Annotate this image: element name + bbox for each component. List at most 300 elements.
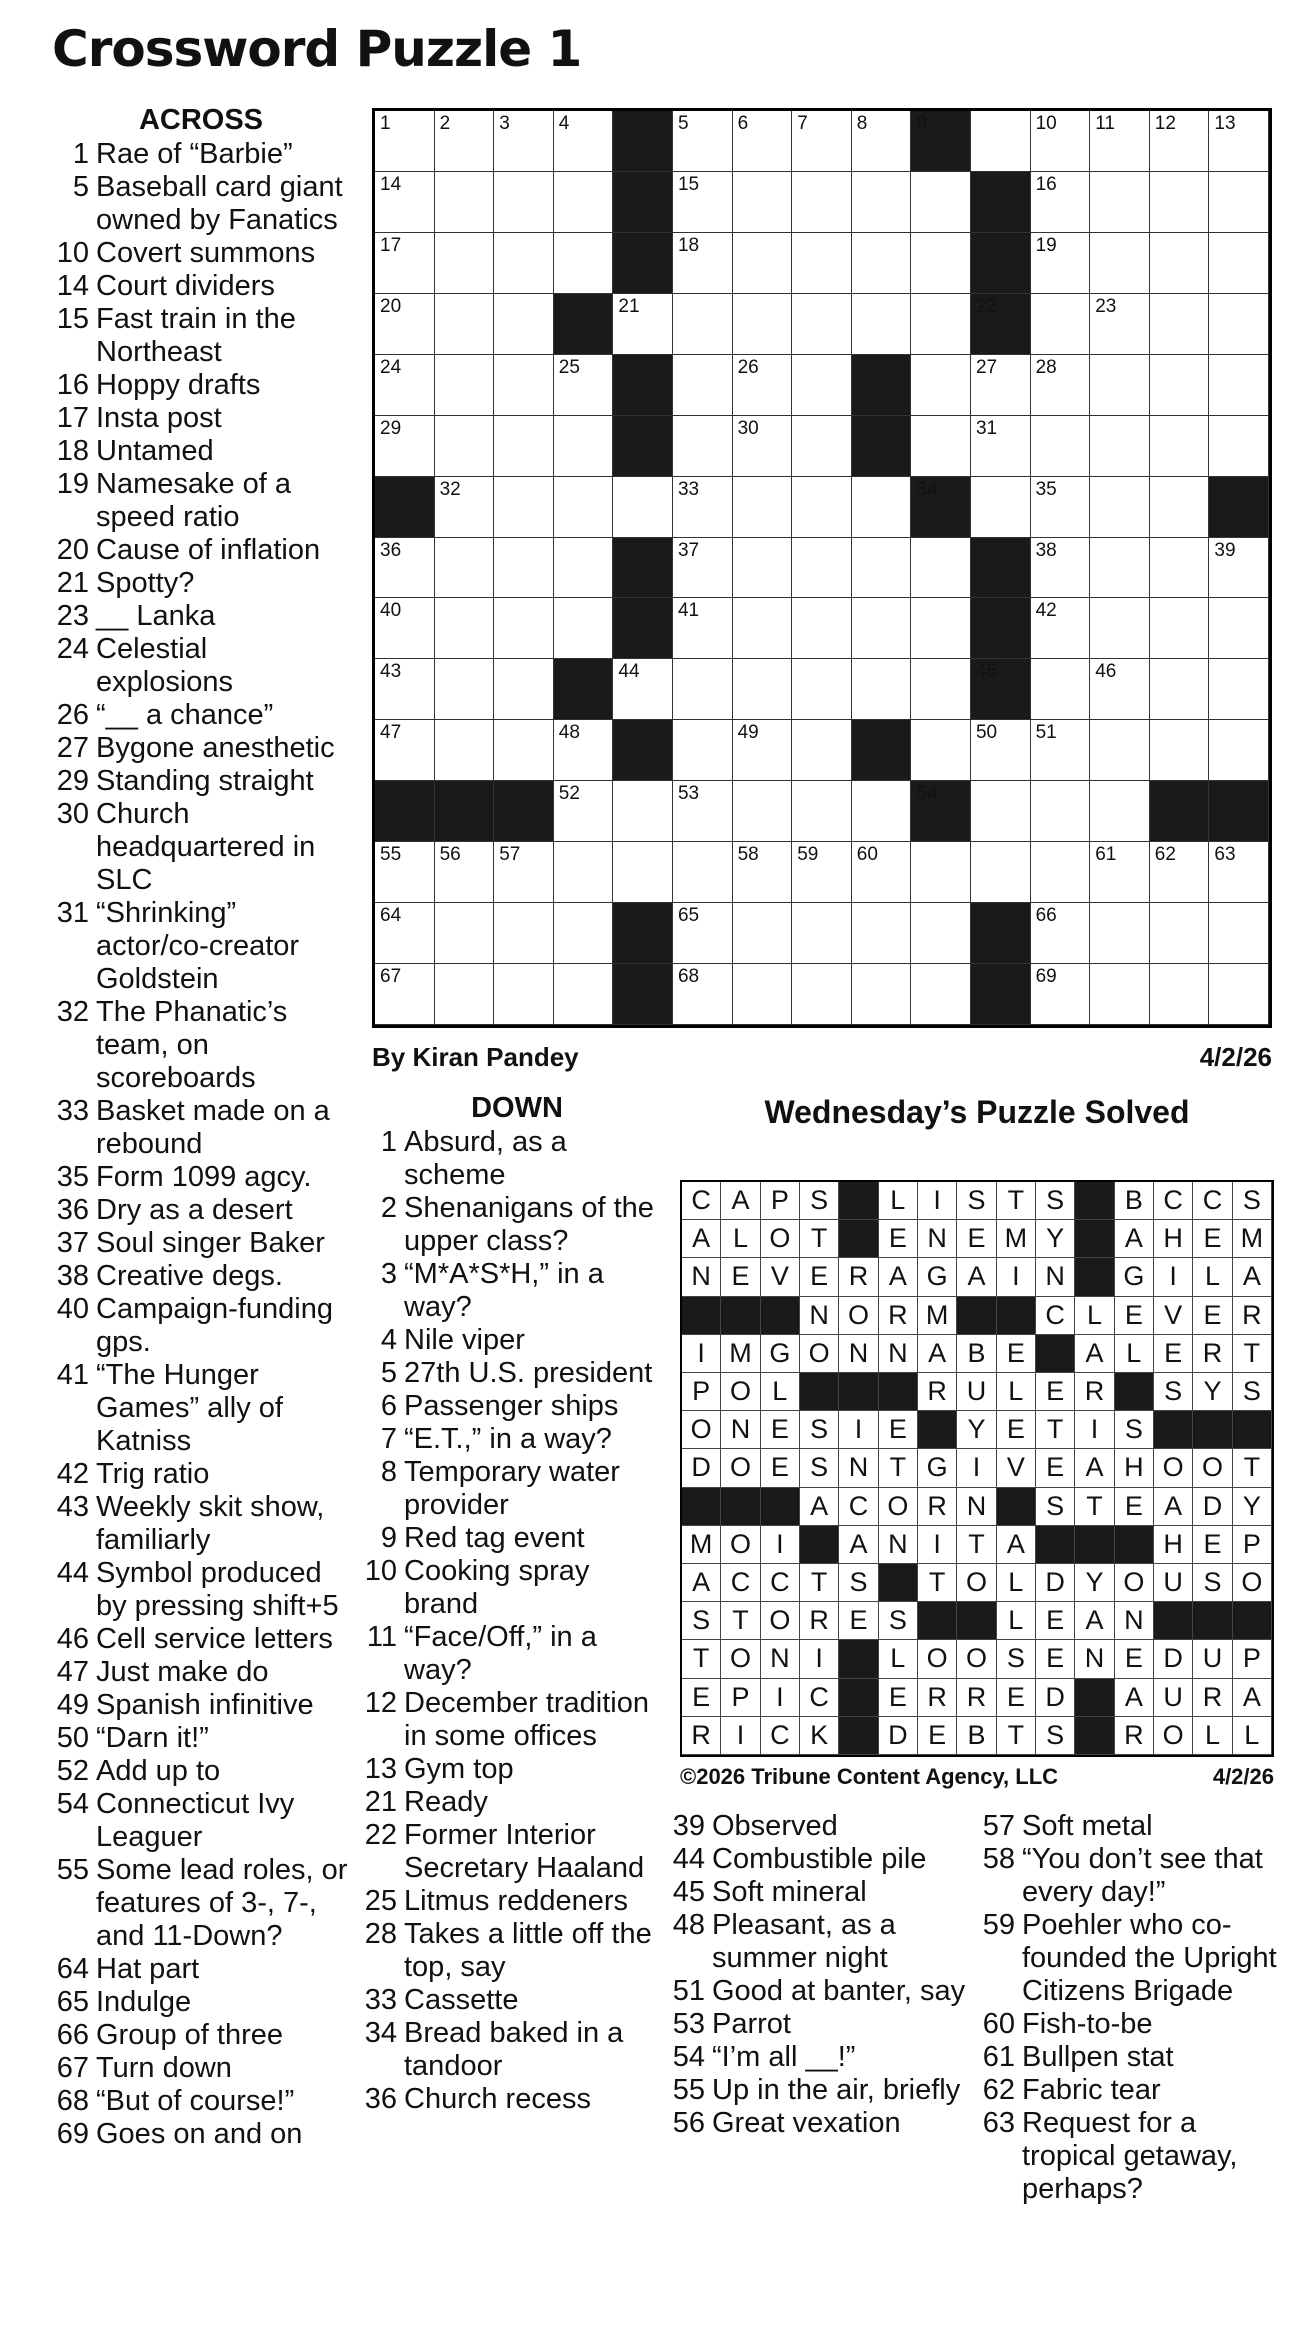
grid-cell[interactable] [852, 842, 912, 903]
clue-text: Campaign-funding gps. [96, 1293, 333, 1358]
clue-item[interactable] [52, 1491, 352, 1557]
grid-cell[interactable] [1031, 598, 1091, 659]
grid-cell[interactable] [911, 294, 971, 355]
clue-item[interactable] [364, 2017, 660, 2083]
clue-item[interactable] [364, 1786, 660, 1819]
grid-cell[interactable] [792, 233, 852, 294]
grid-cell[interactable] [1209, 172, 1269, 233]
grid-cell[interactable] [375, 416, 435, 477]
clue-item[interactable] [364, 1456, 660, 1522]
clue-item[interactable] [52, 1722, 352, 1755]
grid-cell[interactable] [852, 598, 912, 659]
grid-cell[interactable] [1031, 355, 1091, 416]
grid-cell[interactable] [733, 294, 793, 355]
solved-letter-cell: C [721, 1564, 760, 1602]
clue-item[interactable] [52, 1293, 352, 1359]
solved-black-square [1075, 1182, 1114, 1220]
grid-cell[interactable] [435, 659, 495, 720]
grid-cell[interactable] [613, 842, 673, 903]
clue-item[interactable] [52, 1755, 352, 1788]
clue-item[interactable] [52, 171, 352, 237]
grid-cell[interactable] [494, 172, 554, 233]
clue-item[interactable] [52, 1953, 352, 1986]
grid-cell[interactable] [733, 842, 793, 903]
grid-cell[interactable] [733, 233, 793, 294]
grid-cell[interactable] [673, 538, 733, 599]
grid-cell[interactable] [554, 477, 614, 538]
clue-item[interactable] [672, 1843, 972, 1876]
clue-text: “Darn it!” [96, 1722, 209, 1754]
grid-cell[interactable] [673, 842, 733, 903]
grid-cell[interactable] [733, 903, 793, 964]
clue-item[interactable] [672, 1876, 972, 1909]
grid-cell[interactable] [1090, 598, 1150, 659]
grid-cell[interactable] [1031, 111, 1091, 172]
grid-cell[interactable] [1031, 538, 1091, 599]
clue-item[interactable] [52, 1194, 352, 1227]
grid-cell[interactable] [1090, 294, 1150, 355]
clue-item[interactable] [52, 1260, 352, 1293]
grid-cell[interactable] [911, 659, 971, 720]
cell-number: 22 [975, 295, 998, 317]
grid-cell[interactable] [673, 111, 733, 172]
clue-item[interactable] [982, 2041, 1282, 2074]
grid-cell[interactable] [1150, 659, 1210, 720]
solved-letter-cell: K [800, 1717, 839, 1755]
grid-cell[interactable] [1150, 720, 1210, 781]
clue-item[interactable] [52, 1359, 352, 1458]
grid-cell[interactable] [613, 659, 673, 720]
grid-cell[interactable] [554, 903, 614, 964]
grid-cell[interactable] [852, 172, 912, 233]
clue-number: 51 [672, 1975, 705, 2007]
grid-cell[interactable] [1090, 842, 1150, 903]
solved-black-square [839, 1182, 878, 1220]
grid-cell[interactable] [792, 964, 852, 1025]
grid-cell[interactable] [375, 172, 435, 233]
grid-cell[interactable] [733, 659, 793, 720]
byline: By Kiran Pandey [372, 1042, 579, 1072]
cell-number: 69 [1035, 966, 1057, 988]
grid-cell[interactable] [673, 294, 733, 355]
grid-cell[interactable] [733, 781, 793, 842]
grid-cell[interactable] [1090, 781, 1150, 842]
clue-item[interactable] [52, 1656, 352, 1689]
grid-cell[interactable] [1150, 842, 1210, 903]
grid-cell[interactable] [1090, 111, 1150, 172]
grid-cell[interactable] [1150, 598, 1210, 659]
clue-item[interactable] [672, 2107, 972, 2140]
grid-cell[interactable] [435, 172, 495, 233]
clue-item[interactable] [364, 1192, 660, 1258]
clue-item[interactable] [364, 1324, 660, 1357]
clue-item[interactable] [52, 996, 352, 1095]
clue-item[interactable] [52, 1227, 352, 1260]
clue-item[interactable] [52, 2118, 352, 2151]
grid-cell[interactable] [1031, 842, 1091, 903]
grid-cell[interactable] [911, 355, 971, 416]
clue-item[interactable] [364, 1687, 660, 1753]
grid-cell[interactable] [1031, 659, 1091, 720]
grid-cell[interactable] [494, 598, 554, 659]
grid-cell[interactable] [852, 659, 912, 720]
grid-cell[interactable] [673, 598, 733, 659]
grid-cell[interactable] [673, 416, 733, 477]
grid-cell[interactable] [1090, 538, 1150, 599]
grid-cell[interactable] [971, 355, 1031, 416]
solved-letter-cell: S [1193, 1564, 1232, 1602]
clue-item[interactable] [52, 1095, 352, 1161]
grid-cell[interactable] [673, 781, 733, 842]
grid-cell[interactable] [1209, 233, 1269, 294]
grid-cell[interactable] [673, 355, 733, 416]
grid-cell[interactable] [375, 111, 435, 172]
grid-cell[interactable] [1031, 720, 1091, 781]
clue-item[interactable] [52, 1788, 352, 1854]
grid-cell[interactable] [375, 294, 435, 355]
grid-cell[interactable] [1150, 903, 1210, 964]
clue-item[interactable] [982, 1843, 1282, 1909]
solved-letter-cell: A [800, 1488, 839, 1526]
clue-item[interactable] [52, 1854, 352, 1953]
grid-cell[interactable] [375, 659, 435, 720]
grid-cell[interactable] [792, 416, 852, 477]
clue-item[interactable] [52, 1623, 352, 1656]
grid-cell[interactable] [1031, 294, 1091, 355]
clue-item[interactable] [52, 732, 352, 765]
grid-cell[interactable] [1209, 538, 1269, 599]
grid-cell[interactable] [1150, 416, 1210, 477]
clue-item[interactable] [982, 2008, 1282, 2041]
grid-cell[interactable] [554, 964, 614, 1025]
grid-cell[interactable] [554, 111, 614, 172]
clue-item[interactable] [364, 1423, 660, 1456]
grid-cell[interactable] [1031, 781, 1091, 842]
grid-cell[interactable] [435, 294, 495, 355]
grid-cell[interactable] [494, 538, 554, 599]
black-square [375, 781, 435, 842]
grid-cell[interactable] [554, 538, 614, 599]
clue-item[interactable] [52, 369, 352, 402]
grid-cell[interactable] [971, 842, 1031, 903]
grid-cell[interactable] [852, 233, 912, 294]
grid-cell[interactable] [1090, 477, 1150, 538]
solved-black-square [721, 1488, 760, 1526]
clue-item[interactable] [52, 633, 352, 699]
grid-cell[interactable] [1209, 720, 1269, 781]
solved-black-square [918, 1411, 957, 1449]
grid-cell[interactable] [792, 598, 852, 659]
clue-item[interactable] [672, 2041, 972, 2074]
grid-cell[interactable] [1150, 111, 1210, 172]
grid-cell[interactable] [375, 355, 435, 416]
clue-item[interactable] [52, 699, 352, 732]
clue-item[interactable] [52, 897, 352, 996]
grid-cell[interactable] [554, 720, 614, 781]
solved-letter-cell: I [1075, 1411, 1114, 1449]
clue-item[interactable] [364, 1258, 660, 1324]
grid-cell[interactable] [673, 964, 733, 1025]
grid-cell[interactable] [1031, 233, 1091, 294]
cell-number: 16 [1035, 173, 1057, 195]
clue-item[interactable] [364, 1753, 660, 1786]
grid-cell[interactable] [554, 842, 614, 903]
clue-item[interactable] [52, 1986, 352, 2019]
grid-cell[interactable] [673, 172, 733, 233]
grid-cell[interactable] [554, 781, 614, 842]
grid-cell[interactable] [792, 781, 852, 842]
grid-cell[interactable] [971, 416, 1031, 477]
grid-cell[interactable] [375, 842, 435, 903]
grid-cell[interactable] [1209, 659, 1269, 720]
grid-cell[interactable] [1090, 172, 1150, 233]
grid-cell[interactable] [673, 233, 733, 294]
grid-cell[interactable] [792, 538, 852, 599]
grid-cell[interactable] [494, 294, 554, 355]
solved-black-square [957, 1297, 996, 1335]
clue-item[interactable] [52, 138, 352, 171]
grid-cell[interactable] [971, 781, 1031, 842]
grid-cell[interactable] [852, 903, 912, 964]
clue-item[interactable] [982, 1810, 1282, 1843]
grid-cell[interactable] [852, 964, 912, 1025]
clue-item[interactable] [52, 1689, 352, 1722]
grid-cell[interactable] [554, 416, 614, 477]
black-square [613, 720, 673, 781]
grid-cell[interactable] [911, 598, 971, 659]
grid-cell[interactable] [733, 355, 793, 416]
grid-cell[interactable] [554, 233, 614, 294]
clue-item[interactable] [364, 1522, 660, 1555]
grid-cell[interactable] [494, 477, 554, 538]
grid-cell[interactable] [911, 172, 971, 233]
grid-cell[interactable] [375, 233, 435, 294]
grid-cell[interactable] [435, 964, 495, 1025]
grid-cell[interactable] [1031, 172, 1091, 233]
clue-item[interactable] [982, 1909, 1282, 2008]
grid-cell[interactable] [792, 720, 852, 781]
clue-item[interactable] [364, 1885, 660, 1918]
grid-cell[interactable] [494, 964, 554, 1025]
grid-cell[interactable] [613, 294, 673, 355]
clue-text: “Shrinking” actor/co-creator Goldstein [96, 897, 300, 995]
grid-cell[interactable] [435, 111, 495, 172]
grid-cell[interactable] [375, 720, 435, 781]
grid-cell[interactable] [435, 355, 495, 416]
grid-cell[interactable] [911, 842, 971, 903]
clue-item[interactable] [52, 600, 352, 633]
grid-cell[interactable] [852, 477, 912, 538]
grid-cell[interactable] [792, 294, 852, 355]
grid-cell[interactable] [435, 903, 495, 964]
grid-cell[interactable] [733, 598, 793, 659]
grid-cell[interactable] [911, 233, 971, 294]
grid-cell[interactable] [1150, 233, 1210, 294]
clue-item[interactable] [52, 534, 352, 567]
grid-cell[interactable] [911, 416, 971, 477]
clue-item[interactable] [52, 435, 352, 468]
grid-cell[interactable] [1150, 172, 1210, 233]
clue-item[interactable] [52, 2085, 352, 2118]
grid-cell[interactable] [852, 781, 912, 842]
clue-item[interactable] [52, 303, 352, 369]
grid-cell[interactable] [733, 416, 793, 477]
grid-cell[interactable] [733, 720, 793, 781]
grid-cell[interactable] [1090, 964, 1150, 1025]
grid-cell[interactable] [1209, 111, 1269, 172]
clue-item[interactable] [364, 1390, 660, 1423]
clue-item[interactable] [364, 1357, 660, 1390]
grid-cell[interactable] [1090, 233, 1150, 294]
grid-cell[interactable] [733, 964, 793, 1025]
grid-cell[interactable] [1209, 903, 1269, 964]
grid-cell[interactable] [1209, 416, 1269, 477]
grid-cell[interactable] [792, 172, 852, 233]
clue-item[interactable] [52, 2019, 352, 2052]
clue-item[interactable] [52, 1161, 352, 1194]
grid-cell[interactable] [1150, 294, 1210, 355]
grid-cell[interactable] [494, 720, 554, 781]
black-square [613, 233, 673, 294]
grid-cell[interactable] [792, 111, 852, 172]
grid-cell[interactable] [554, 598, 614, 659]
grid-cell[interactable] [1209, 598, 1269, 659]
grid-cell[interactable] [733, 111, 793, 172]
grid-cell[interactable] [435, 538, 495, 599]
grid-cell[interactable] [1090, 355, 1150, 416]
grid-cell[interactable] [971, 111, 1031, 172]
grid-cell[interactable] [1031, 477, 1091, 538]
grid-cell[interactable] [435, 720, 495, 781]
grid-cell[interactable] [1150, 964, 1210, 1025]
grid-cell[interactable] [673, 720, 733, 781]
grid-cell[interactable] [792, 477, 852, 538]
grid-cell[interactable] [792, 842, 852, 903]
grid-cell[interactable] [911, 903, 971, 964]
grid-cell[interactable] [1090, 416, 1150, 477]
clue-item[interactable] [982, 2107, 1282, 2206]
grid-cell[interactable] [1090, 659, 1150, 720]
clue-item[interactable] [52, 237, 352, 270]
grid-cell[interactable] [1150, 538, 1210, 599]
clue-item[interactable] [52, 1557, 352, 1623]
grid-cell[interactable] [911, 964, 971, 1025]
grid-cell[interactable] [1150, 355, 1210, 416]
clue-item[interactable] [672, 1975, 972, 2008]
clue-item[interactable] [52, 567, 352, 600]
grid-cell[interactable] [375, 903, 435, 964]
grid-cell[interactable] [852, 538, 912, 599]
clue-item[interactable] [364, 1555, 660, 1621]
grid-cell[interactable] [494, 903, 554, 964]
grid-cell[interactable] [1209, 294, 1269, 355]
grid-cell[interactable] [1150, 477, 1210, 538]
grid-cell[interactable] [792, 903, 852, 964]
grid-cell[interactable] [554, 355, 614, 416]
solved-letter-cell: E [1036, 1449, 1075, 1487]
grid-cell[interactable] [852, 294, 912, 355]
grid-cell[interactable] [733, 172, 793, 233]
grid-cell[interactable] [435, 233, 495, 294]
grid-cell[interactable] [613, 781, 673, 842]
grid-cell[interactable] [435, 598, 495, 659]
clue-item[interactable] [364, 1984, 660, 2017]
grid-cell[interactable] [375, 964, 435, 1025]
solved-letter-cell: R [1075, 1373, 1114, 1411]
grid-cell[interactable] [852, 111, 912, 172]
clue-text: “M*A*S*H,” in a way? [404, 1258, 604, 1323]
clue-item[interactable] [52, 765, 352, 798]
clue-number: 14 [56, 270, 89, 302]
grid-cell[interactable] [494, 659, 554, 720]
crossword-grid[interactable] [372, 108, 1272, 1028]
grid-cell[interactable] [733, 538, 793, 599]
grid-cell[interactable] [911, 538, 971, 599]
grid-cell[interactable] [673, 659, 733, 720]
grid-cell[interactable] [971, 720, 1031, 781]
grid-cell[interactable] [792, 355, 852, 416]
clue-text: Bygone anesthetic [96, 732, 335, 764]
grid-cell[interactable] [733, 477, 793, 538]
grid-cell[interactable] [1209, 842, 1269, 903]
solved-black-square [1075, 1717, 1114, 1755]
grid-cell[interactable] [792, 659, 852, 720]
grid-cell[interactable] [554, 172, 614, 233]
clue-item[interactable] [52, 402, 352, 435]
clue-item[interactable] [982, 2074, 1282, 2107]
clue-item[interactable] [672, 1909, 972, 1975]
grid-cell[interactable] [435, 416, 495, 477]
grid-cell[interactable] [494, 111, 554, 172]
grid-cell[interactable] [1090, 720, 1150, 781]
clue-item[interactable] [364, 1126, 660, 1192]
clue-item[interactable] [364, 1621, 660, 1687]
grid-cell[interactable] [911, 720, 971, 781]
grid-cell[interactable] [971, 477, 1031, 538]
grid-cell[interactable] [1031, 964, 1091, 1025]
clue-item[interactable] [364, 1819, 660, 1885]
clue-item[interactable] [672, 2074, 972, 2107]
grid-cell[interactable] [613, 477, 673, 538]
grid-cell[interactable] [435, 477, 495, 538]
grid-cell[interactable] [435, 842, 495, 903]
grid-cell[interactable] [1209, 355, 1269, 416]
grid-cell[interactable] [494, 233, 554, 294]
clue-item[interactable] [52, 2052, 352, 2085]
grid-cell[interactable] [1090, 903, 1150, 964]
grid-cell[interactable] [673, 903, 733, 964]
cell-number: 15 [677, 173, 700, 195]
grid-cell[interactable] [375, 538, 435, 599]
clue-item[interactable] [52, 270, 352, 303]
grid-cell[interactable] [494, 355, 554, 416]
grid-cell[interactable] [494, 416, 554, 477]
grid-cell[interactable] [375, 598, 435, 659]
grid-cell[interactable] [494, 842, 554, 903]
clue-item[interactable] [364, 1918, 660, 1984]
clue-item[interactable] [672, 1810, 972, 1843]
black-square [971, 659, 1031, 720]
grid-cell[interactable] [1031, 416, 1091, 477]
clue-item[interactable] [364, 2083, 660, 2116]
clue-item[interactable] [672, 2008, 972, 2041]
grid-cell[interactable] [1209, 964, 1269, 1025]
clue-item[interactable] [52, 1458, 352, 1491]
grid-cell[interactable] [673, 477, 733, 538]
clue-item[interactable] [52, 798, 352, 897]
clue-item[interactable] [52, 468, 352, 534]
grid-cell[interactable] [1031, 903, 1091, 964]
